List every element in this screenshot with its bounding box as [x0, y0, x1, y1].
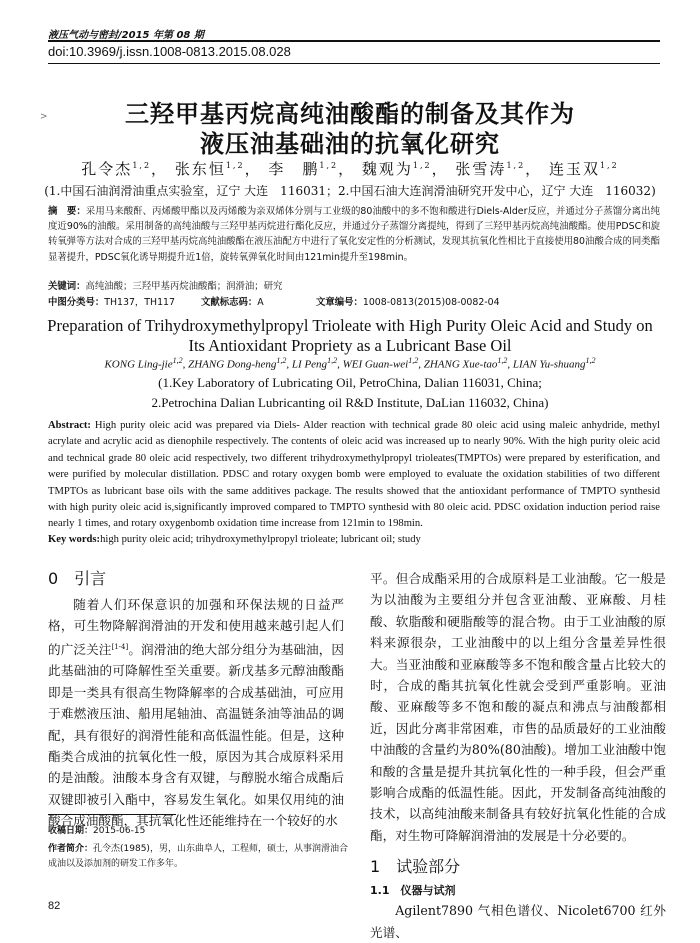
- body-paragraph: Agilent7890 气相色谱仪、Nicolet6700 红外光谱、: [370, 903, 666, 940]
- header-rule-2: [48, 63, 660, 64]
- abstract-cn-label: 摘 要：: [48, 206, 86, 217]
- title-cn-line2: 液压油基础油的抗氧化研究: [200, 130, 500, 158]
- author-cn: 张东恒: [174, 160, 226, 178]
- author-cn: 魏观为: [361, 160, 413, 178]
- title-cn-line1: 三羟甲基丙烷高纯油酸酯的制备及其作为: [125, 100, 575, 128]
- doi-line[interactable]: doi:10.3969/j.issn.1008-0813.2015.08.028: [48, 44, 291, 59]
- abstract-en: Abstract: High purity oleic acid was prepared via Diels- Alder reaction with technical grade 80 oleic acid using maleic anhydride, methyl acrylate and acrylic acid as dienophile respectively. The contents of oleic acid was increased up to nearly 90%. With the high purity oleic acid and technical grade 80 oleic acid respectively, two different trihydroxymethylpropyl trioleates(TMPTOs) were prepared by esterification, and were purified by molecular distillation. PDSC and rotary oxygen bomb were employed to evaluate the oxidation stabilities of two different TMPTOs as lubricant base oils with the same additives package. The results showed that the antioxidant performance of TMPTO synthesid with high purity oleic acid is,significantly improved compared to TMPTO synthesid with 80 oleic acid. PDSC oxidation induction period raise nearly 1 times, and rotary oxygenbomb oxidation time increase from 121min to 198min.: [48, 420, 660, 530]
- abstract-cn: [48, 204, 660, 265]
- column-right: [370, 560, 666, 943]
- author-cn: 连玉双: [548, 160, 600, 178]
- keywords-cn: 关键词：高纯油酸；三羟甲基丙烷油酸酯；润滑油；研究: [48, 281, 283, 292]
- column-left: [48, 560, 344, 832]
- section-heading: 0 引言: [48, 569, 107, 588]
- section-heading: 1 试验部分: [370, 857, 461, 877]
- body-paragraph: 随着人们环保意识的加强和环保法规的日益严格，可生物降解润滑油的开发和使用越来越引起人们的广泛关注[1-4]。润滑油的绝大部分组分为基础油，因此基础油的可降解性至关重要。新戊基多元醇油酸酯即是一类具有很高生物降解率的合成基础油，可应用于难燃液压油、船用尾轴油、高温链条油等油品的调配，具有很好的润滑性能和高低温性能。但是，这种酯类合成油的抗氧化性一般，原因为其合成原料采用的是油酸。油酸本身含有双键，与醇脱水缩合成酯后双键即被引入酯中，容易发生氧化。如果仅用纯的油酸合成油酸酯，其抗氧化性还能维持在一个较好的水: [48, 597, 345, 829]
- authors-en: KONG Ling-jie$^{1,2}$, ZHANG Dong-heng$^{1,2}$, LI Peng$^{1,2}$, WEI Guan-wei$^{1,2}$, ZHANG Xue-tao$^{1,2}$, LIAN Yu-shuang$^{1,2}$: [104, 356, 596, 371]
- author-cn: 孔令杰: [81, 160, 133, 178]
- affiliation-en-line1: (1.Key Laboratory of Lubricating Oil, PetroChina, Dalian 116031, China;: [158, 375, 542, 390]
- header-rule: [48, 40, 660, 42]
- footnote-rule: [48, 814, 176, 815]
- author-cn: 李 鹏: [268, 160, 320, 178]
- title-en-line1: Preparation of Trihydroxymethylpropyl Trioleate with High Purity Oleic Acid and Study on: [47, 316, 653, 335]
- margin-mark: >: [40, 112, 48, 122]
- title-en-line2: Its Antioxidant Propriety as a Lubricant Base Oil: [188, 336, 512, 355]
- affiliation-cn: (1.中国石油润滑油重点实验室，辽宁 大连 116031；2.中国石油大连润滑油研究开发中心，辽宁 大连 116032): [44, 184, 656, 198]
- footnote-author: 作者简介：孔令杰(1985)，男，山东曲阜人，工程师，硕士，从事润滑油合成油以及添加剂的研发工作多年。: [48, 844, 348, 869]
- keywords-en: Key words:high purity oleic acid; trihydroxymethylpropyl trioleate; lubricant oil; study: [48, 534, 421, 545]
- authors-cn: 孔令杰$^{1,2}$， 张东恒$^{1,2}$， 李 鹏$^{1,2}$， 魏观为$^{1,2}$， 张雪涛$^{1,2}$， 连玉双$^{1,2}$: [81, 160, 619, 178]
- body-paragraph: 平。但合成酯采用的合成原料是工业油酸。它一般是为以油酸为主要组分并包含亚油酸、亚麻酸、月桂酸、软脂酸和硬脂酸等的混合物。由于工业油酸的原料来源很杂，工业油酸中的以上组分含量差异性很大。当亚油酸和亚麻酸等多不饱和酸含量占比较大的时，合成的酯其抗氧化性就会受到严重影响。亚油酸、亚麻酸等多不饱和酸的凝点和沸点与油酸都相近，因此分离非常困难，市售的品质最好的工业油酸中油酸的含量约为80%(80油酸)。增加工业油酸中饱和酸的含量是提升其抗氧化性的一种手段，但会严重影响合成酯的低温性能。因此，开发制备高纯油酸的技术，以高纯油酸来制备具有较好抗氧化性能的合成酯，对生物可降解润滑油的发展是十分必要的。: [370, 571, 666, 843]
- abstract-cn-text: 采用马来酸酐、丙烯酸甲酯以及丙烯酸为亲双烯体分别与工业级的80油酸中的多不饱和酸进行Diels-Alder反应，并通过分子蒸馏分离出纯度近90%的油酸。采用制备的高纯油酸与三羟甲基丙烷进行酯化反应，并通过分子蒸馏分离提纯，得到了三羟甲基丙烷高纯油酸酯。使用PDSC和旋转氧弹等方法对合成的三羟甲基丙烷高纯油酸酯在液压油配方中进行了氧化安定性的分析测试，发现其抗氧化性相比于直接使用80油酸合成的同类酯显著提升，PDSC氧化诱导期提升近1倍，旋转氧弹氧化时间由121min提升至198min。: [48, 206, 660, 263]
- citation-ref[interactable]: [1-4]: [111, 642, 129, 651]
- affiliation-en-line2: 2.Petrochina Dalian Lubricanting oil R&D Institute, DaLian 116032, China): [151, 395, 549, 410]
- page-number: 82: [48, 900, 61, 912]
- classification-row: 中图分类号：TH137，TH117 文献标志码：A 文章编号：1008-0813(2015)08-0082-04: [48, 297, 500, 308]
- author-cn: 张雪涛: [455, 160, 507, 178]
- subsection-heading: 1.1 仪器与试剂: [370, 884, 456, 898]
- footnote-received: 收稿日期：2015-06-15: [48, 826, 146, 836]
- journal-header: 液压气动与密封/2015 年第 08 期: [48, 30, 204, 41]
